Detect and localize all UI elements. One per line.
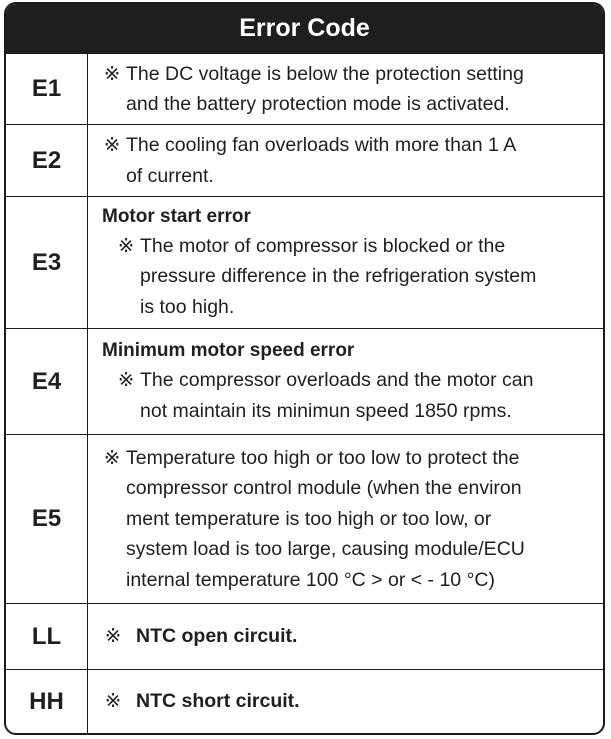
error-description — [88, 125, 603, 196]
error-code: E3 — [6, 197, 88, 328]
reference-mark-icon: ※ — [104, 690, 122, 713]
table-row-e3 — [6, 196, 603, 328]
description-item — [102, 231, 595, 323]
table-row-e2 — [6, 124, 603, 196]
error-code-table — [4, 2, 605, 735]
error-description — [88, 329, 603, 434]
error-description — [88, 670, 603, 733]
table-row-e4 — [6, 328, 603, 434]
description-item — [102, 686, 595, 717]
table-row-ll — [6, 603, 603, 669]
description-text: The motor of compressor is blocked or the pressure difference in the refrigeration system is too high. — [140, 234, 537, 318]
error-heading: Motor start error — [102, 205, 251, 227]
description-text: NTC open circuit. — [136, 625, 298, 648]
description-item — [102, 365, 595, 426]
description-text: The DC voltage is below the protection setting and the battery protection mode is activated. — [126, 62, 524, 115]
error-description — [88, 54, 603, 124]
reference-mark-icon: ※ — [117, 234, 135, 257]
error-code: HH — [6, 670, 88, 733]
error-code: E1 — [6, 54, 88, 124]
description-text: NTC short circuit. — [136, 690, 300, 713]
description-item — [102, 130, 595, 191]
error-code: E4 — [6, 329, 88, 434]
error-code: E2 — [6, 125, 88, 196]
error-description — [88, 197, 603, 328]
reference-mark-icon: ※ — [104, 625, 122, 648]
reference-mark-icon: ※ — [103, 62, 121, 85]
error-code: LL — [6, 604, 88, 669]
reference-mark-icon: ※ — [103, 134, 121, 156]
description-text: The compressor overloads and the motor can not maintain its minimun speed 1850 rpms. — [140, 369, 534, 422]
error-description — [88, 435, 603, 603]
error-description — [88, 604, 603, 669]
table-header — [6, 4, 603, 53]
description-item — [102, 59, 595, 120]
description-item — [102, 621, 595, 652]
table-row-e1 — [6, 53, 603, 124]
error-heading: Minimum motor speed error — [102, 340, 355, 361]
table-row-e5 — [6, 434, 603, 603]
table-title: Error Code — [239, 14, 370, 42]
reference-mark-icon: ※ — [103, 446, 121, 469]
description-text: Temperature too high or too low to protect the compressor control module (when the environ ment temperature is too high or too low, or system load is too large, causing module/ECU internal temperature 100 °C > or < - 10 °C) — [126, 446, 525, 591]
error-code: E5 — [6, 435, 88, 603]
reference-mark-icon: ※ — [117, 369, 135, 391]
table-row-hh — [6, 669, 603, 733]
description-item — [102, 443, 595, 596]
description-text: The cooling fan overloads with more than 1 A of current. — [126, 134, 517, 187]
